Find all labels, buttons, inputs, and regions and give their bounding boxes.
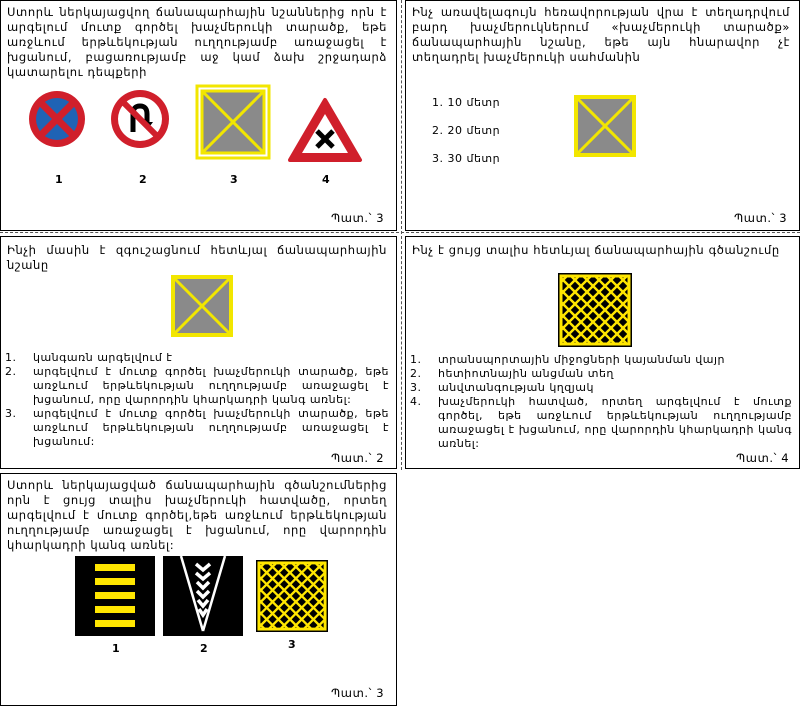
sign-label-2: 2 bbox=[139, 173, 147, 186]
no-stopping-sign-icon bbox=[27, 89, 87, 149]
marking-label-2: 2 bbox=[200, 642, 208, 655]
option-2[interactable]: 2. արգելվում է մուտք գործել խաչմերուկի տարածք, եթե առջևում երթևեկության ուղղությամբ առաջացել է խցանում, որը վարորդին կհարկադրի կանգ առնել: bbox=[5, 365, 389, 406]
option-3[interactable]: 3. արգելվում է մուտք գործել խաչմերուկի տարածք, եթե առջևում երթևեկության ուղղությամբ առաջացել է խցանում: bbox=[5, 407, 389, 448]
answer-text: Պատ.՝ 4 bbox=[736, 451, 790, 465]
answer-text: Պատ.՝ 3 bbox=[331, 686, 385, 700]
sign-label-4: 4 bbox=[322, 173, 330, 186]
option-1[interactable]: 1. կանգառն արգելվում է bbox=[5, 351, 173, 364]
intersection-warning-sign-icon bbox=[287, 97, 363, 163]
marking-label-3: 3 bbox=[288, 638, 296, 651]
yellow-grid-marking-icon bbox=[256, 560, 328, 632]
divider bbox=[0, 232, 800, 233]
options-list bbox=[5, 351, 389, 449]
answer-text: Պատ.՝ 3 bbox=[331, 211, 385, 225]
sign-label-1: 1 bbox=[55, 173, 63, 186]
option-1[interactable]: 1. 10 մետր bbox=[432, 96, 501, 109]
option-3[interactable]: 3. անվտանգության կղզյակ bbox=[410, 381, 594, 394]
question-card-3 bbox=[0, 236, 397, 469]
question-card-5 bbox=[0, 473, 397, 706]
question-text: Ինչ առավելագույն հեռավորության վրա է տեղադրվում բարդ խաչմերուկներում «խաչմերուկի տարածք» ճանապարհային նշանը, եթե այն հնարավոր չէ տեղադրել խաչմերուկի սահմանին bbox=[412, 5, 790, 64]
sign-label-3: 3 bbox=[230, 173, 238, 186]
question-text: Ստորև ներկայացված ճանապարհային գծանշումներից որն է ցույց տալիս խաչմերուկի հատվածը, որտեղ արգելվում է մուտք գործել,եթե առջևում երթևեկության ուղղությամբ առաջացել է խցանում, որը վարորդին կհարկադրի կանգ առնել: bbox=[7, 478, 387, 552]
options-list bbox=[432, 96, 552, 180]
box-junction-sign-icon bbox=[171, 275, 233, 337]
option-1[interactable]: 1. տրանսպորտային միջոցների կայանման վայր bbox=[410, 353, 725, 366]
answer-text: Պատ.՝ 2 bbox=[331, 451, 385, 465]
box-junction-sign-icon bbox=[196, 85, 270, 159]
question-card-4 bbox=[405, 236, 800, 469]
question-card-1 bbox=[0, 0, 397, 231]
marking-label-1: 1 bbox=[112, 642, 120, 655]
question-card-2 bbox=[405, 0, 800, 231]
option-2[interactable]: 2. 20 մետր bbox=[432, 124, 501, 137]
question-text: Ինչ է ցույց տալիս հետևյալ ճանապարհային գծանշումը bbox=[412, 243, 780, 257]
answer-text: Պատ.՝ 3 bbox=[734, 211, 788, 225]
divider bbox=[401, 0, 402, 470]
question-text: Ստորև ներկայացվող ճանապարհային նշաններից որն է արգելում մուտք գործել խաչմերուկի տարածք, եթե առջևում երթևեկության ուղղությամբ առաջացել է խցանում, բացառությամբ աջ կամ ձախ շրջադարձ կատարելու դեպքերի bbox=[7, 5, 387, 79]
options-list bbox=[410, 353, 792, 451]
chevron-marking-icon bbox=[163, 556, 243, 636]
no-u-turn-sign-icon bbox=[109, 88, 171, 150]
box-junction-sign-icon bbox=[574, 95, 636, 157]
option-3[interactable]: 3. 30 մետր bbox=[432, 152, 501, 165]
yellow-bars-marking-icon bbox=[75, 556, 155, 636]
option-2[interactable]: 2. հետիոտնային անցման տեղ bbox=[410, 367, 614, 380]
option-4[interactable]: 4. խաչմերուկի հատված, որտեղ արգելվում է մուտք գործել, եթե առջևում երթևեկության ուղղությամբ առաջացել է խցանում, որը վարորդին կհարկադրի կանգ առնել: bbox=[410, 395, 792, 450]
question-text: Ինչի մասին է զգուշացնում հետևյալ ճանապարհային նշանը bbox=[7, 243, 387, 272]
yellow-grid-marking-icon bbox=[558, 273, 632, 347]
